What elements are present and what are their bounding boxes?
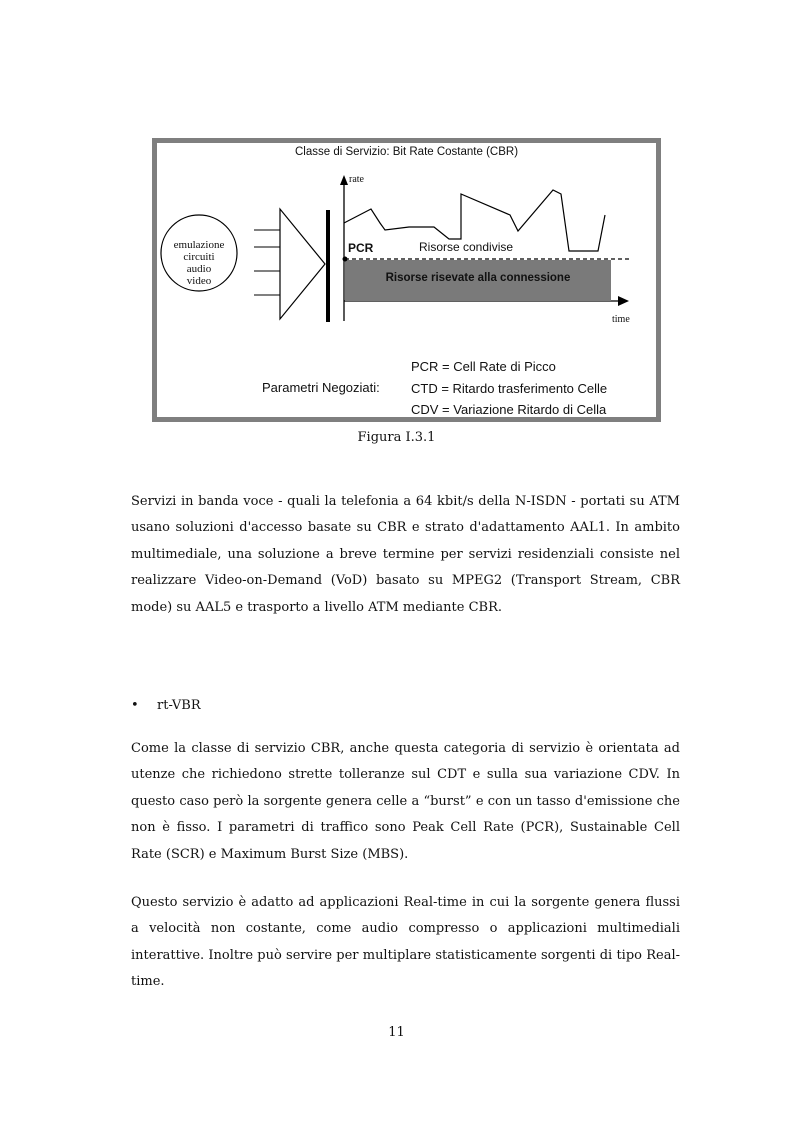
- param-cdv: CDV = Variazione Ritardo di Cella: [411, 402, 607, 417]
- figure-caption: Figura I.3.1: [357, 430, 436, 445]
- source-label-line-2: circuiti: [183, 251, 215, 263]
- figure-canvas: [157, 143, 656, 417]
- multiplexer-shape: [280, 209, 325, 319]
- param-pcr: PCR = Cell Rate di Picco: [411, 359, 556, 374]
- bullet-label: rt-VBR: [157, 698, 201, 713]
- time-axis-label: time: [612, 314, 630, 325]
- time-axis-arrow: [618, 296, 629, 306]
- source-label-line-3: audio: [186, 263, 212, 275]
- rate-axis-label: rate: [349, 174, 364, 185]
- cbr-figure: [152, 138, 661, 422]
- source-label-line-1: emulazione: [173, 239, 225, 251]
- pcr-label: PCR: [348, 241, 374, 255]
- param-ctd: CTD = Ritardo trasferimento Celle: [411, 381, 608, 396]
- shared-resources-label: Risorse condivise: [419, 240, 514, 254]
- paragraph-rt-vbr-description: Come la classe di servizio CBR, anche questa categoria di servizio è orientata ad utenze che richiedono strette tolleranze sul CDT e sulla sua variazione CDV. In questo caso però la sorgente genera celle a “burst” e con un tasso d'emissione che non è fisso. I parametri di traffico sono Peak Cell Rate (PCR), Sustainable Cell Rate (SCR) e Maximum Burst Size (MBS).: [131, 741, 680, 862]
- link-bar: [326, 210, 330, 322]
- figure-title: Classe di Servizio: Bit Rate Costante (CBR): [294, 146, 519, 158]
- reserved-resources-label: Risorse risevate alla connessione: [385, 272, 571, 284]
- bullet-dot: •: [131, 698, 139, 713]
- paragraph-rt-vbr-applications: Questo servizio è adatto ad applicazioni Real-time in cui la sorgente genera flussi a velocità non costante, come audio compresso o applicazioni multimediali interattive. Inoltre può servire per multiplare statisticamente sorgenti di tipo Real-time.: [131, 895, 680, 990]
- pcr-marker: [343, 257, 348, 262]
- rate-axis-arrow: [340, 175, 348, 185]
- page-number: 11: [388, 1025, 405, 1040]
- source-label-line-4: video: [186, 275, 212, 287]
- params-title: Parametri Negoziati:: [262, 380, 380, 395]
- paragraph-cbr-usage: Servizi in banda voce - quali la telefonia a 64 kbit/s della N-ISDN - portati su ATM usano soluzioni d'accesso basate su CBR e strato d'adattamento AAL1. In ambito multimediale, una soluzione a breve termine per servizi residenziali consiste nel realizzare Video-on-Demand (VoD) basato su MPEG2 (Transport Stream, CBR mode) su AAL5 e trasporto a livello ATM mediante CBR.: [131, 494, 680, 615]
